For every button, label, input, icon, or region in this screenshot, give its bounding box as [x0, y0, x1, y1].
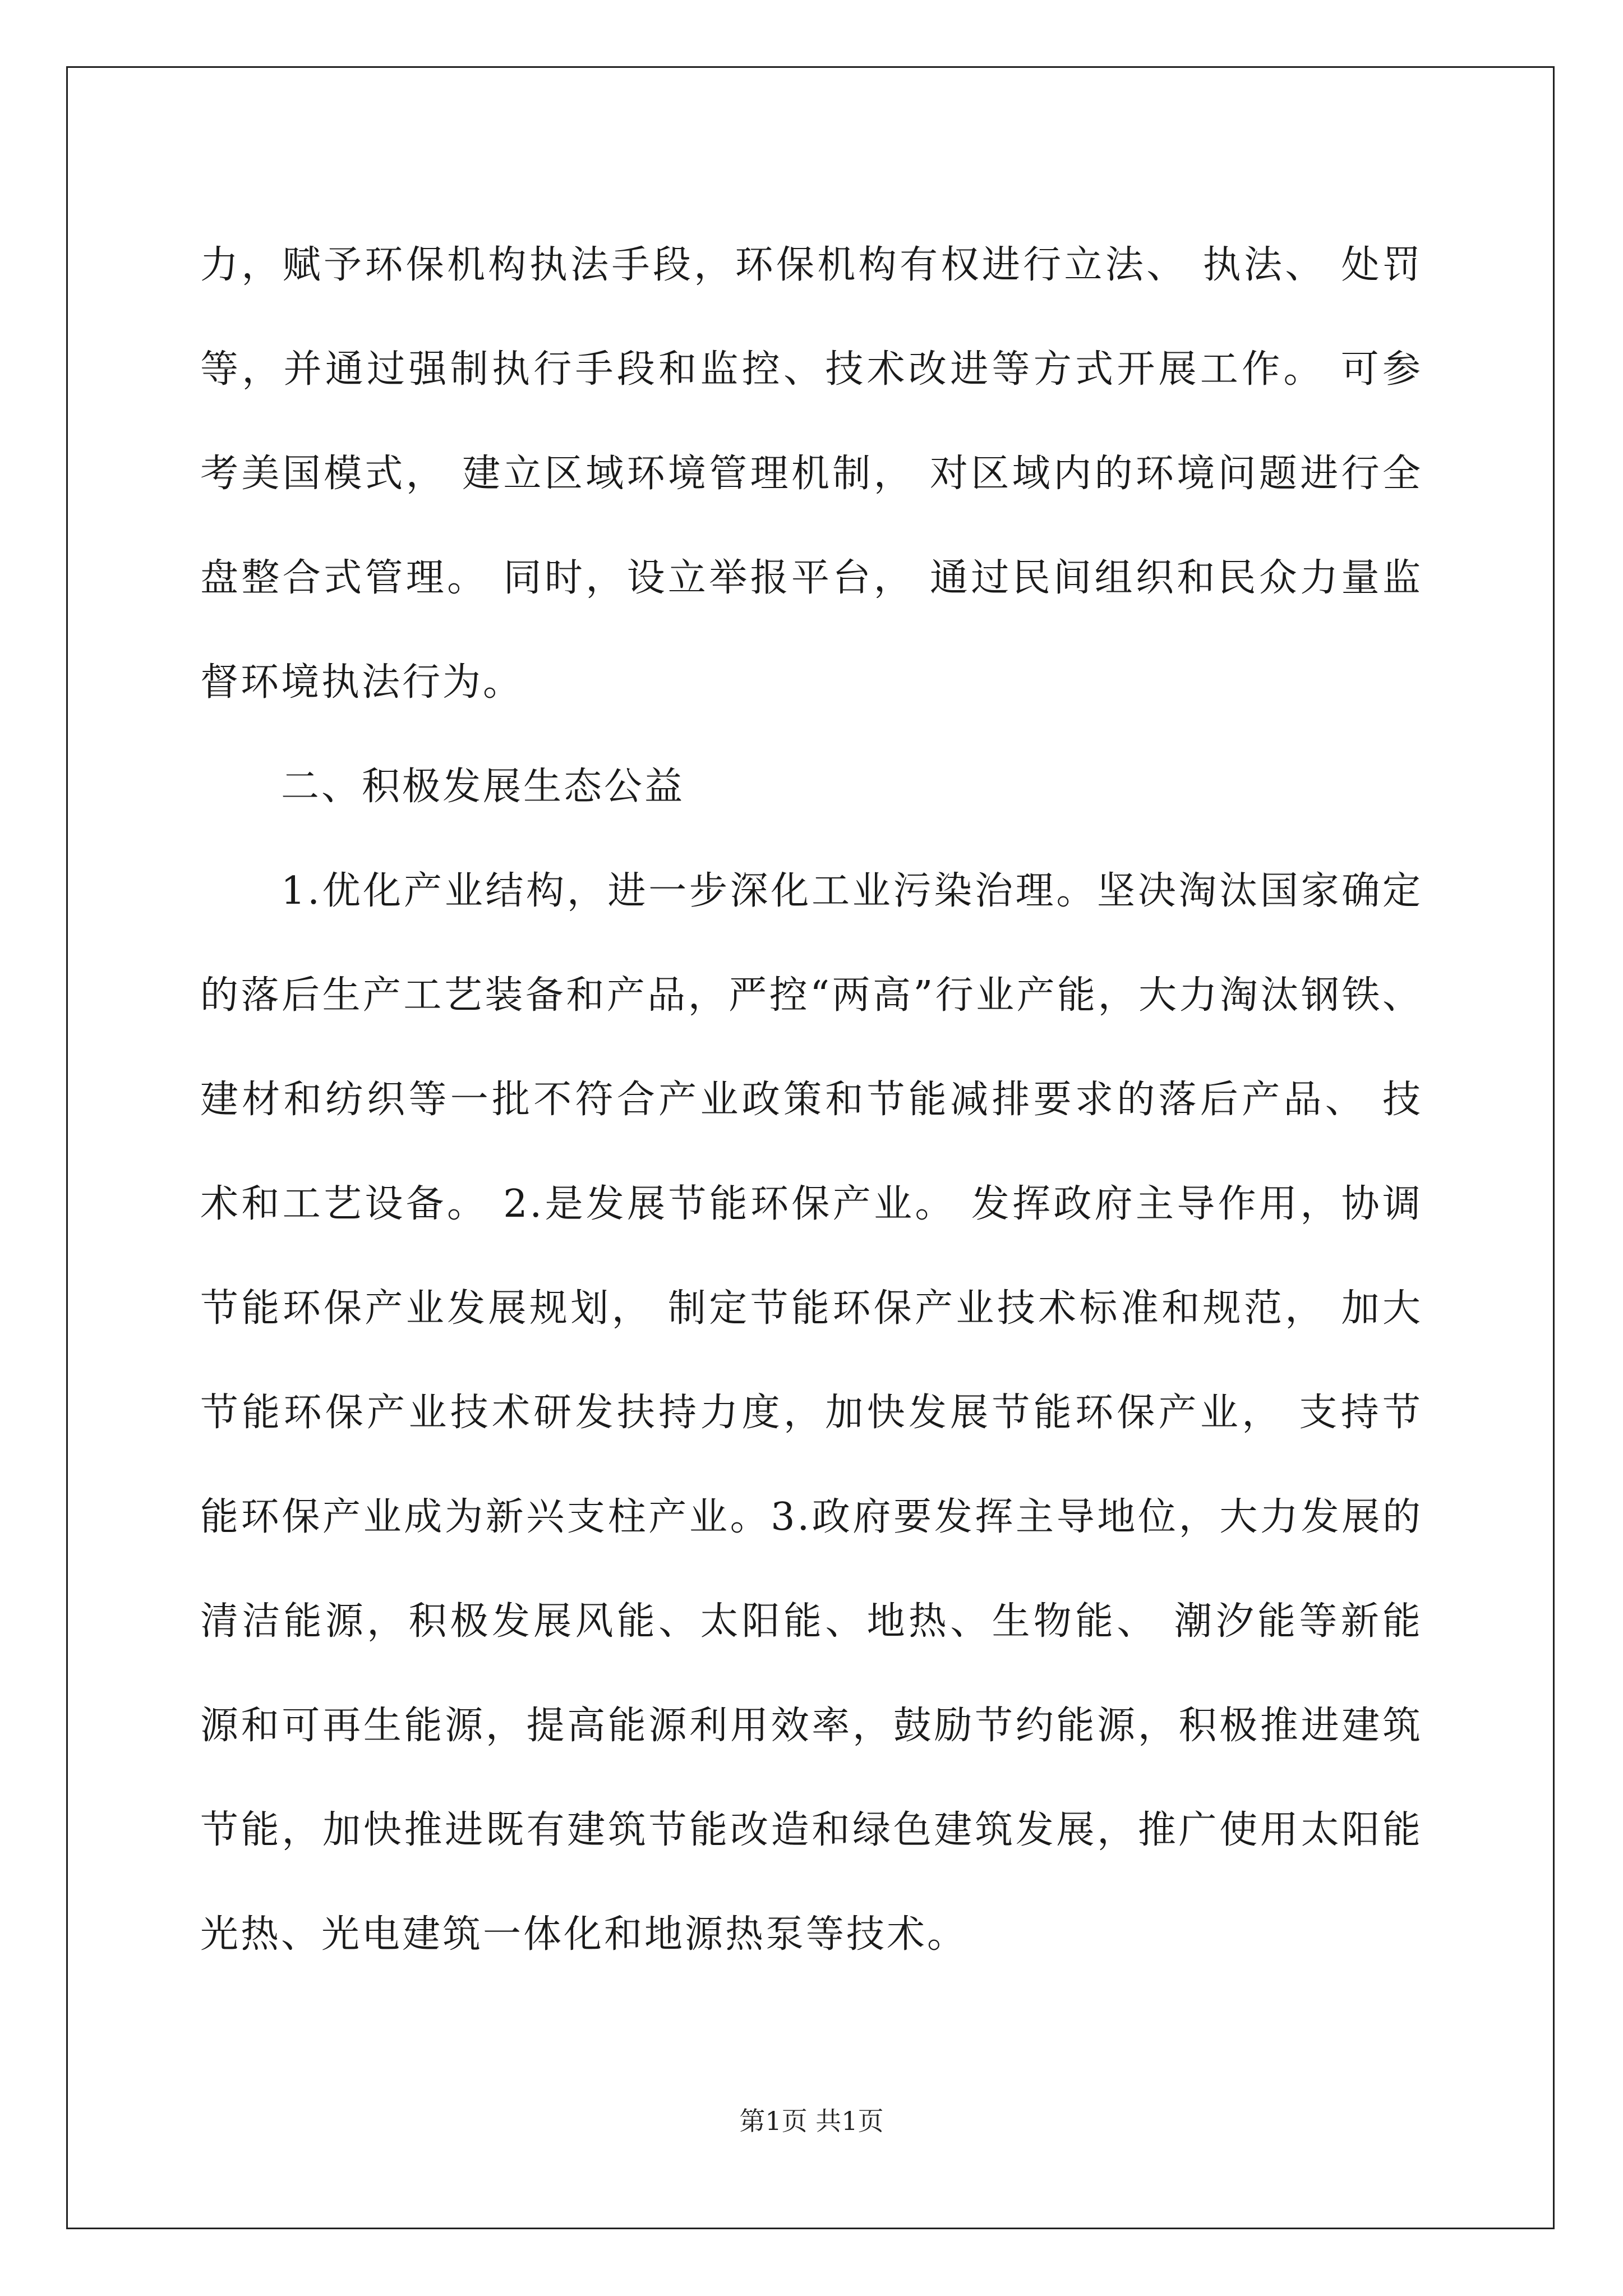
- document-body: [200, 213, 1423, 1987]
- paragraph-environmental-enforcement: 力，赋予环保机构执法手段，环保机构有权进行立法、 执法、 处罚等，并通过强制执行手段和监控、技术改进等方式开展工作。 可参考美国模式， 建立区域环境管理机制， 对区域内的环境问题进行全盘整合式管理。 同时，设立举报平台， 通过民间组织和民众力量监督环境执法行为。: [200, 243, 1423, 705]
- page-footer: 第1页 共1页: [739, 2106, 884, 2136]
- paragraph-industrial-structure: 1.优化产业结构，进一步深化工业污染治理。坚决淘汰国家确定的落后生产工艺装备和产品，严控“两高”行业产能，大力淘汰钢铁、建材和纺织等一批不符合产业政策和节能减排要求的落后产品、 技术和工艺设备。 2.是发展节能环保产业。 发挥政府主导作用，协调节能环保产业发展规划， 制定节能环保产业技术标准和规范， 加大节能环保产业技术研发扶持力度，加快发展节能环保产业， 支持节能环保产业成为新兴支柱产业。3.政府要发挥主导地位，大力发展的清洁能源，积极发展风能、太阳能、地热、生物能、 潮汐能等新能源和可再生能源，提高能源利用效率，鼓励节约能源，积极推进建筑节能，加快推进既有建筑节能改造和绿色建筑发展，推广使用太阳能光热、光电建筑一体化和地源热泵等技术。: [200, 869, 1423, 1957]
- section-heading-ecological-welfare: 二、积极发展生态公益: [281, 765, 685, 809]
